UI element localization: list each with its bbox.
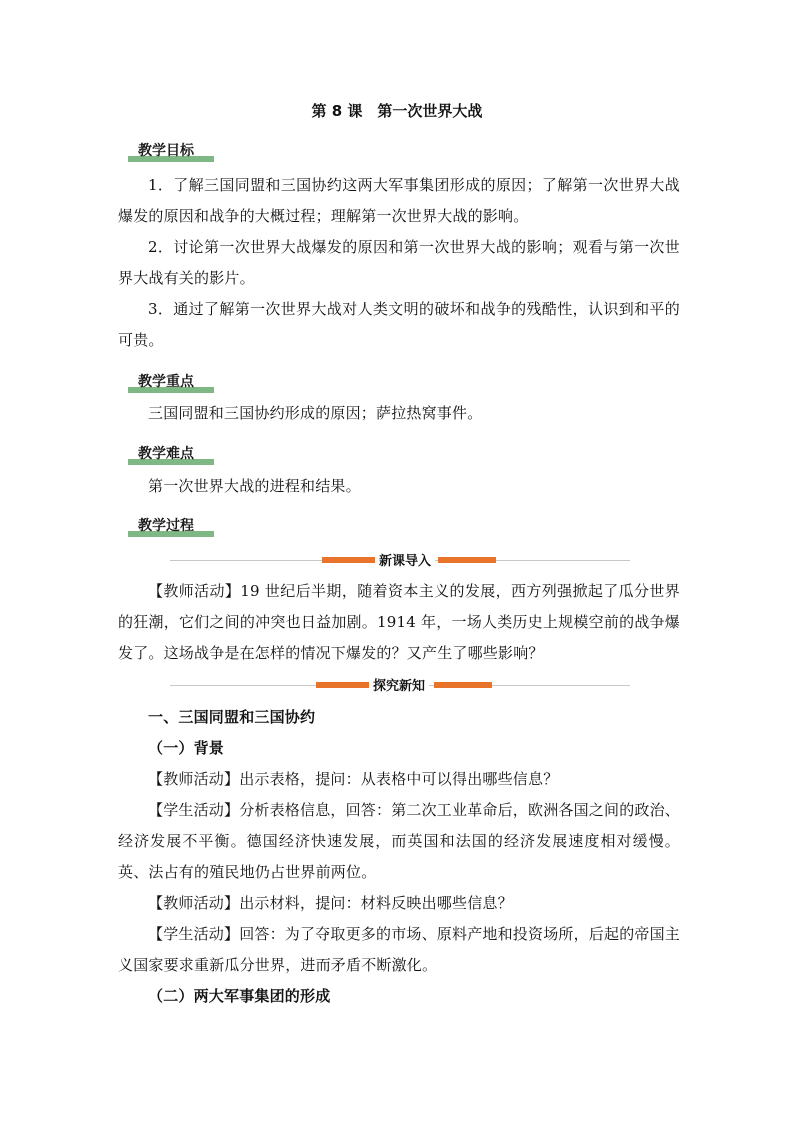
goal-3: 3．通过了解第一次世界大战对人类文明的破坏和战争的残酷性，认识到和平的可贵。 bbox=[118, 300, 680, 349]
goal-2: 2．讨论第一次世界大战爆发的原因和第一次世界大战的影响；观看与第一次世界大战有关的影片。 bbox=[118, 238, 680, 287]
heading-alliances: 一、三国同盟和三国协约 bbox=[148, 708, 316, 726]
divider-explore-label: 探究新知 bbox=[369, 675, 429, 694]
key-point: 三国同盟和三国协约形成的原因；萨拉热窝事件。 bbox=[148, 404, 483, 422]
lesson-title: 第 8 课 第一次世界大战 bbox=[311, 102, 483, 120]
section-key-label: 教学重点 bbox=[138, 374, 194, 390]
section-goals bbox=[128, 140, 218, 162]
section-key bbox=[128, 371, 218, 393]
heading-background: （一）背景 bbox=[148, 739, 225, 757]
student-activity-2: 【学生活动】回答：为了夺取更多的市场、原料产地和投资场所，后起的帝国主义国家要求重新瓜分世界，进而矛盾不断激化。 bbox=[118, 925, 681, 974]
divider-accent-right bbox=[434, 682, 492, 688]
student-activity-1: 【学生活动】分析表格信息，回答：第二次工业革命后，欧洲各国之间的政治、经济发展不平衡。德国经济快速发展，而英国和法国的经济发展速度相对缓慢。英、法占有的殖民地仍占世界前两位。 bbox=[118, 801, 681, 881]
divider-accent-left bbox=[316, 682, 374, 688]
divider-intro-label: 新课导入 bbox=[375, 550, 435, 569]
goal-1: 1．了解三国同盟和三国协约这两大军事集团形成的原因；了解第一次世界大战爆发的原因和战争的大概过程；理解第一次世界大战的影响。 bbox=[118, 176, 680, 225]
section-goals-label: 教学目标 bbox=[138, 143, 194, 159]
heading-blocs: （二）两大军事集团的形成 bbox=[148, 987, 331, 1005]
section-process bbox=[128, 515, 218, 537]
section-difficult bbox=[128, 443, 218, 465]
teacher-activity-2: 【教师活动】出示材料，提问：材料反映出哪些信息？ bbox=[148, 894, 513, 912]
divider-accent-left bbox=[322, 557, 380, 563]
divider-accent-right bbox=[438, 557, 496, 563]
divider-explore bbox=[170, 678, 630, 692]
difficult-point: 第一次世界大战的进程和结果。 bbox=[148, 477, 361, 495]
teacher-activity-1: 【教师活动】出示表格，提问：从表格中可以得出哪些信息？ bbox=[148, 770, 559, 788]
intro-paragraph: 【教师活动】19 世纪后半期，随着资本主义的发展，西方列强掀起了瓜分世界的狂潮，它们之间的冲突也日益加剧。1914 年，一场人类历史上规模空前的战争爆发了。这场战争是在怎样的情况下爆发的？又产生了哪些影响？ bbox=[118, 582, 680, 662]
divider-intro bbox=[170, 553, 630, 567]
section-process-label: 教学过程 bbox=[138, 518, 194, 534]
section-difficult-label: 教学难点 bbox=[138, 446, 194, 462]
